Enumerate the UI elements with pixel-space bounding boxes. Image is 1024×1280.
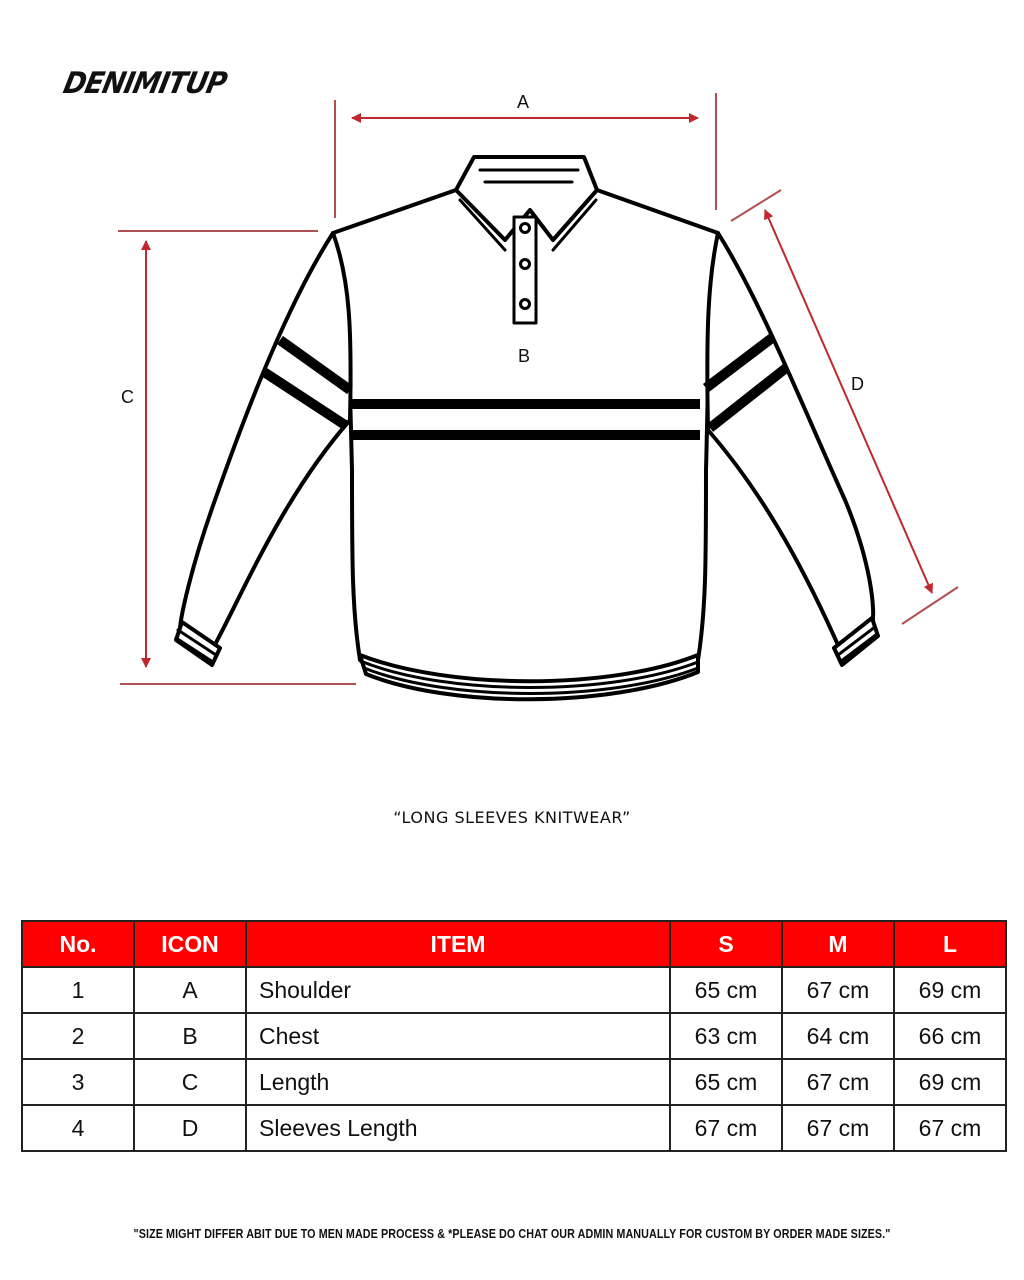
cell-l: 69 cm [894,967,1006,1013]
product-caption: “LONG SLEEVES KNITWEAR” [393,808,631,827]
sweater-outline [176,157,878,699]
cell-m: 67 cm [782,1105,894,1151]
cell-item: Chest [246,1013,670,1059]
cell-item: Length [246,1059,670,1105]
header-size-s: S [670,921,782,967]
table-row [22,1059,1006,1105]
header-size-l: L [894,921,1006,967]
cell-no: 2 [22,1013,134,1059]
cell-item: Sleeves Length [246,1105,670,1151]
cell-s: 63 cm [670,1013,782,1059]
cell-no: 1 [22,967,134,1013]
cell-m: 64 cm [782,1013,894,1059]
table-row [22,967,1006,1013]
dimension-label-c: C [121,387,134,407]
cell-l: 67 cm [894,1105,1006,1151]
cell-no: 4 [22,1105,134,1151]
size-chart-table [21,920,1007,1152]
cell-icon: A [134,967,246,1013]
header-icon: ICON [134,921,246,967]
header-size-m: M [782,921,894,967]
table-row [22,1105,1006,1151]
cell-m: 67 cm [782,1059,894,1105]
table-row [22,1013,1006,1059]
cell-item: Shoulder [246,967,670,1013]
dimension-label-a: A [517,92,530,112]
cell-l: 69 cm [894,1059,1006,1105]
cell-s: 65 cm [670,967,782,1013]
cell-no: 3 [22,1059,134,1105]
dimension-label-b: B [518,346,531,366]
cell-m: 67 cm [782,967,894,1013]
cell-s: 65 cm [670,1059,782,1105]
cell-icon: B [134,1013,246,1059]
cell-icon: D [134,1105,246,1151]
header-item: ITEM [246,921,670,967]
table-header-row [22,921,1006,967]
cell-l: 66 cm [894,1013,1006,1059]
brand-logo: DENIMITUP [60,66,230,101]
size-disclaimer: "SIZE MIGHT DIFFER ABIT DUE TO MEN MADE PROCESS & *PLEASE DO CHAT OUR ADMIN MANUALLY FOR CUSTOM BY ORDER MADE SIZES." [133,1227,891,1241]
cell-s: 67 cm [670,1105,782,1151]
dimension-label-d: D [851,374,864,394]
header-no: No. [22,921,134,967]
cell-icon: C [134,1059,246,1105]
